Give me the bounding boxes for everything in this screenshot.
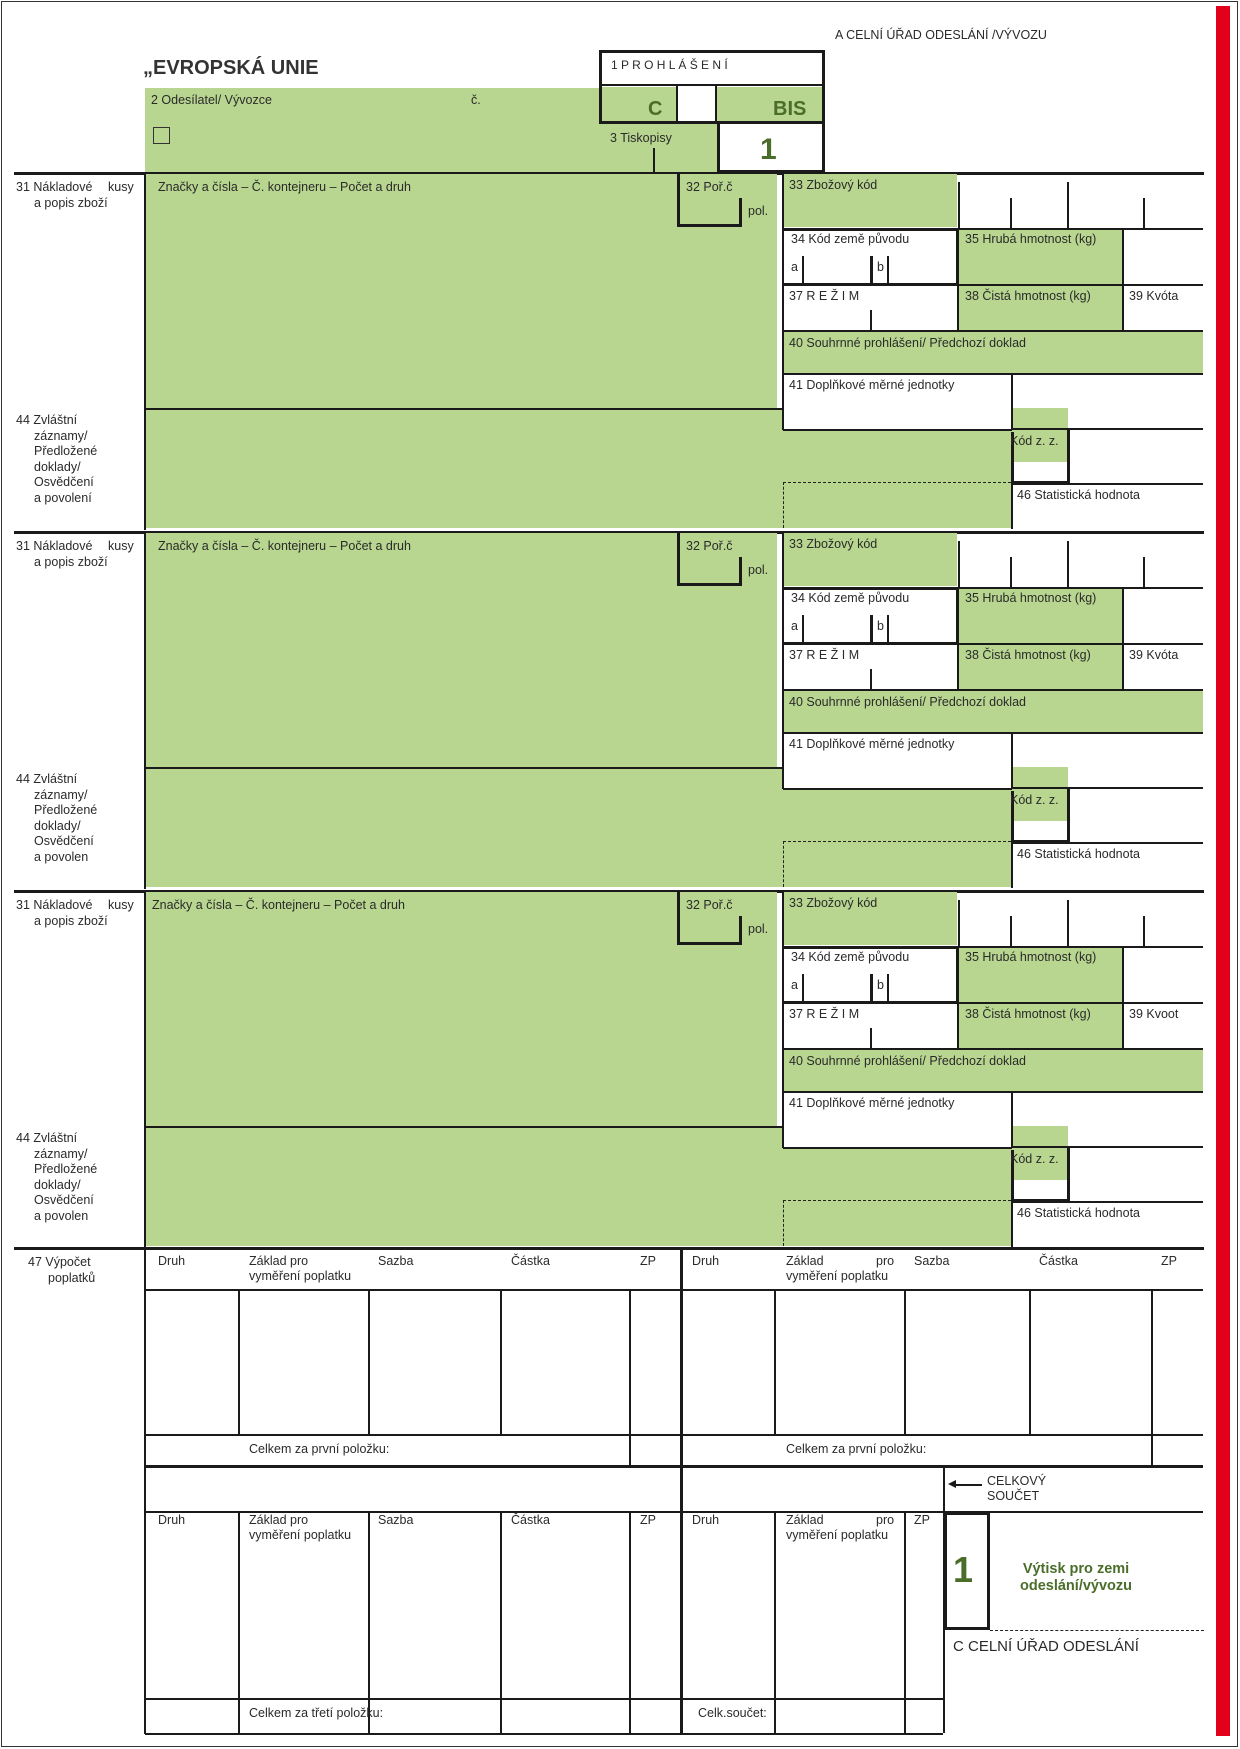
item-1-v41 bbox=[1011, 373, 1013, 429]
copy-dash bbox=[990, 1630, 1204, 1631]
item-3-label-34a: a bbox=[791, 978, 798, 992]
item-1-mid-line bbox=[782, 174, 784, 430]
item-1-h40 bbox=[783, 330, 1203, 332]
item-1-tick33-0 bbox=[958, 182, 960, 228]
item-2-label-44-4: Osvědčení bbox=[34, 834, 94, 848]
fees-upper-right-col-0 bbox=[774, 1289, 776, 1434]
fees-h1 bbox=[145, 1289, 1203, 1291]
item-1-label-31b: kusy bbox=[108, 180, 134, 194]
items-bottom-line bbox=[14, 1247, 1204, 1250]
item-1-marks-label: Značky a čísla – Č. kontejneru – Počet a druh bbox=[158, 180, 411, 194]
fees-lower-left-col-1 bbox=[368, 1511, 370, 1733]
item-2-marks-label: Značky a čísla – Č. kontejneru – Počet a druh bbox=[158, 539, 411, 553]
copy-text: Výtisk pro zemi odeslání/vývozu bbox=[1020, 1561, 1133, 1594]
item-3-dash-v bbox=[783, 1200, 784, 1246]
item-1-label-34: 34 Kód země původu bbox=[791, 232, 910, 246]
item-3-kod-r bbox=[1067, 1147, 1070, 1202]
item-1-label-41: 41 Doplňkové měrné jednotky bbox=[789, 378, 955, 392]
declaration-divider-v2 bbox=[715, 84, 717, 122]
item-2-tick37 bbox=[870, 669, 872, 689]
item-3-label-31c: a popis zboží bbox=[34, 914, 108, 928]
fees-upper-left-col-3 bbox=[629, 1289, 631, 1434]
fees-right-druh-0: Druh bbox=[692, 1254, 720, 1268]
item-1-tick34c bbox=[887, 256, 889, 284]
item-2-label-44-5: a povolen bbox=[34, 849, 89, 864]
fees-right-zaklad-b-1: pro bbox=[876, 1513, 895, 1527]
item-1-label-44-3: doklady/ bbox=[34, 459, 81, 474]
item-1-h41b bbox=[783, 429, 1012, 431]
item-3-v46 bbox=[1011, 1201, 1013, 1247]
item-1-h44 bbox=[144, 408, 783, 410]
item-1-label-31a: 31 Nákladové bbox=[16, 180, 93, 194]
item-3-label-44-0: 44 Zvláštní bbox=[16, 1131, 78, 1145]
fees-total-first-right: Celkem za první položku: bbox=[786, 1442, 927, 1456]
fees-left-zp-1: ZP bbox=[640, 1513, 656, 1527]
item-1-label-32: 32 Poř.č bbox=[686, 180, 733, 194]
declaration-divider bbox=[599, 84, 825, 86]
item-2-marks-field[interactable] bbox=[146, 533, 777, 767]
item-3-v41 bbox=[1011, 1091, 1013, 1147]
item-2-tick33-3 bbox=[1143, 557, 1145, 587]
declaration-c: C bbox=[648, 98, 663, 120]
item-1-b32-r bbox=[739, 198, 742, 227]
fees-right-zp-1: ZP bbox=[914, 1513, 930, 1527]
item-1-label-44-4: Osvědčení bbox=[34, 475, 94, 489]
item-2-b32-l bbox=[677, 533, 680, 586]
item-1-label-39: 39 Kvóta bbox=[1129, 289, 1179, 303]
fees-right-druh-1: Druh bbox=[692, 1513, 720, 1527]
item-2-tick34b bbox=[870, 615, 873, 643]
item-1-tick33-2 bbox=[1067, 182, 1069, 228]
prints-value: 1 bbox=[760, 133, 777, 166]
item-3-label-44-1: záznamy/ bbox=[34, 1146, 88, 1161]
item-3-label-34: 34 Kód země původu bbox=[791, 950, 910, 964]
item-2-label-44-1: záznamy/ bbox=[34, 787, 88, 802]
fees-right-zp-0: ZP bbox=[1161, 1254, 1177, 1268]
fees-right-zaklad-a-1: Základ bbox=[786, 1513, 824, 1527]
item-3-v39 bbox=[1122, 946, 1124, 1049]
item-1-kod-b bbox=[1011, 481, 1070, 484]
item-3-h41 bbox=[783, 1091, 1203, 1093]
item-1-label-37: 37 R E Ž I M bbox=[789, 289, 860, 303]
item-2-label-34b: b bbox=[877, 619, 884, 633]
fees-bottom bbox=[145, 1733, 943, 1735]
declaration-bis: BIS bbox=[773, 98, 807, 120]
fees-center-line bbox=[680, 1249, 683, 1734]
fees-left-druh-1: Druh bbox=[158, 1513, 186, 1527]
item-2-v39 bbox=[1122, 587, 1124, 690]
item-1-tick34b bbox=[870, 256, 873, 284]
fees-upper-left-col-1 bbox=[368, 1289, 370, 1434]
item-3-h41c bbox=[1012, 1146, 1203, 1148]
item-3-tick34a bbox=[802, 974, 804, 1002]
item-3-marks-label: Značky a čísla – Č. kontejneru – Počet a druh bbox=[152, 898, 405, 912]
item-3-label-40: 40 Souhrnné prohlášení/ Předchozí doklad bbox=[789, 1054, 1026, 1068]
item-1-label-44-5: a povolení bbox=[34, 490, 92, 505]
item-2-kod-r bbox=[1067, 788, 1070, 843]
item-1-label-35: 35 Hrubá hmotnost (kg) bbox=[965, 232, 1097, 246]
item-3-label-39: 39 Kvoot bbox=[1129, 1007, 1179, 1021]
fees-lower-right-col-1 bbox=[904, 1511, 906, 1733]
item-2-label-37: 37 R E Ž I M bbox=[789, 648, 860, 662]
fees-left-sazba-1: Sazba bbox=[378, 1513, 414, 1527]
item-1-label-pol: pol. bbox=[748, 204, 769, 218]
item-3-tick33-2 bbox=[1067, 900, 1069, 946]
item-2-h41b bbox=[783, 788, 1012, 790]
item-2-h33 bbox=[957, 587, 1203, 589]
item-2-v41 bbox=[1011, 732, 1013, 788]
item-3-label-31a: 31 Nákladové bbox=[16, 898, 93, 912]
fees-left-zaklad-0: Základ pro vyměření poplatku bbox=[249, 1254, 352, 1283]
item-2-label-pol: pol. bbox=[748, 563, 769, 577]
item-3-label-46: 46 Statistická hodnota bbox=[1017, 1206, 1140, 1220]
item-2-label-46: 46 Statistická hodnota bbox=[1017, 847, 1140, 861]
item-2-label-35: 35 Hrubá hmotnost (kg) bbox=[965, 591, 1097, 605]
fees-upper-right-zp bbox=[1151, 1289, 1153, 1465]
item-2-label-44-0: 44 Zvláštní bbox=[16, 772, 78, 786]
fees-grand-total-short: Celk.součet: bbox=[698, 1706, 767, 1720]
item-1-label-44-0: 44 Zvláštní bbox=[16, 413, 78, 427]
item-2-h41 bbox=[783, 732, 1203, 734]
fees-h3 bbox=[145, 1465, 1203, 1468]
item-2-label-34a: a bbox=[791, 619, 798, 633]
item-1-tick33-3 bbox=[1143, 198, 1145, 228]
fees-upper-right-col-2 bbox=[1029, 1289, 1031, 1434]
item-3-tick34b bbox=[870, 974, 873, 1002]
fees-label-47a: 47 Výpočet bbox=[28, 1255, 91, 1269]
fees-right-castka-0: Částka bbox=[1039, 1254, 1078, 1268]
box-a-label: A CELNÍ ÚŘAD ODESLÁNÍ /VÝVOZU bbox=[835, 28, 1047, 42]
red-margin-stripe bbox=[1216, 6, 1230, 1736]
item-1-tick37 bbox=[870, 310, 872, 330]
fees-right-sazba-0: Sazba bbox=[914, 1254, 950, 1268]
fees-lower-right-col-0 bbox=[774, 1511, 776, 1733]
fees-left-castka-1: Částka bbox=[511, 1513, 550, 1527]
item-1-label-kod: Kód z. z. bbox=[1010, 434, 1059, 448]
item-2-tick33-0 bbox=[958, 541, 960, 587]
item-3-tick33-3 bbox=[1143, 916, 1145, 946]
item-2-kod-b bbox=[1011, 840, 1070, 843]
item-2-h38 bbox=[1122, 643, 1203, 645]
item-1-kod-r bbox=[1067, 429, 1070, 484]
item-3-h33 bbox=[957, 946, 1203, 948]
item-3-h38 bbox=[1122, 1002, 1203, 1004]
item-3-label-44-4: Osvědčení bbox=[34, 1193, 94, 1207]
fees-grand-total: CELKOVÝ SOUČET bbox=[987, 1474, 1047, 1503]
fees-label-47b: poplatků bbox=[48, 1271, 96, 1285]
item-3-marks-field[interactable] bbox=[146, 892, 777, 1126]
item-2-label-31b: kusy bbox=[108, 539, 134, 553]
item-2-label-44-3: doklady/ bbox=[34, 818, 81, 833]
fees-lower-left-col-2 bbox=[500, 1511, 502, 1733]
item-3-label-44-2: Předložené bbox=[34, 1162, 98, 1176]
fees-total-third: Celkem za třetí položku: bbox=[249, 1706, 384, 1720]
item-3-dash-h bbox=[783, 1200, 1011, 1201]
item-1-label-34a: a bbox=[791, 260, 798, 274]
item-1-tick33-1 bbox=[1010, 198, 1012, 228]
item-2-label-32: 32 Poř.č bbox=[686, 539, 733, 553]
item-2-mid-line bbox=[782, 533, 784, 789]
item-1-label-34b: b bbox=[877, 260, 884, 274]
fees-left-druh-0: Druh bbox=[158, 1254, 186, 1268]
fees-right-zaklad-c-0: vyměření poplatku bbox=[786, 1269, 889, 1283]
grand-total-arrow-line bbox=[952, 1484, 982, 1486]
item-1-h41 bbox=[783, 373, 1203, 375]
item-3-label-32: 32 Poř.č bbox=[686, 898, 733, 912]
prints-label: 3 Tiskopisy bbox=[610, 131, 672, 145]
item-3-label-38: 38 Čistá hmotnost (kg) bbox=[965, 1007, 1091, 1021]
item-2-v46 bbox=[1011, 842, 1013, 888]
item-2-h44 bbox=[144, 767, 783, 769]
fees-h2 bbox=[145, 1434, 1203, 1436]
union-title: „EVROPSKÁ UNIE bbox=[143, 57, 319, 79]
item-2-dash-v bbox=[783, 841, 784, 887]
item-3-label-41: 41 Doplňkové měrné jednotky bbox=[789, 1096, 955, 1110]
fees-upper-left-col-2 bbox=[500, 1289, 502, 1434]
grand-total-arrow-icon bbox=[948, 1480, 956, 1488]
item-1-tick34a bbox=[802, 256, 804, 284]
box-c-label: C CELNÍ ÚŘAD ODESLÁNÍ bbox=[953, 1638, 1139, 1655]
item-2-label-41: 41 Doplňkové měrné jednotky bbox=[789, 737, 955, 751]
fees-total-first-left: Celkem za první položku: bbox=[249, 1442, 390, 1456]
item-1-label-31c: a popis zboží bbox=[34, 196, 108, 210]
fees-left-zp-0: ZP bbox=[640, 1254, 656, 1268]
item-1-v39 bbox=[1122, 228, 1124, 331]
fees-h5 bbox=[145, 1698, 943, 1700]
sender-checkbox[interactable] bbox=[153, 127, 170, 144]
item-1-left-line bbox=[144, 172, 146, 530]
item-1-white-41b bbox=[1012, 374, 1203, 408]
fees-lower-left-col-0 bbox=[238, 1511, 240, 1733]
item-2-label-40: 40 Souhrnné prohlášení/ Předchozí doklad bbox=[789, 695, 1026, 709]
item-1-label-46: 46 Statistická hodnota bbox=[1017, 488, 1140, 502]
item-3-kod-b bbox=[1011, 1199, 1070, 1202]
item-3-label-pol: pol. bbox=[748, 922, 769, 936]
item-3-b32-r bbox=[739, 916, 742, 945]
item-2-label-39: 39 Kvóta bbox=[1129, 648, 1179, 662]
item-3-mid-line bbox=[782, 892, 784, 1148]
item-2-h41c bbox=[1012, 787, 1203, 789]
item-3-label-35: 35 Hrubá hmotnost (kg) bbox=[965, 950, 1097, 964]
item-3-label-31b: kusy bbox=[108, 898, 134, 912]
item-1-label-38: 38 Čistá hmotnost (kg) bbox=[965, 289, 1091, 303]
item-3-b32-l bbox=[677, 892, 680, 945]
item-3-tick37 bbox=[870, 1028, 872, 1048]
item-3-label-34b: b bbox=[877, 978, 884, 992]
item-2-left-line bbox=[144, 531, 146, 889]
item-1-marks-field[interactable] bbox=[146, 174, 777, 408]
copy-number: 1 bbox=[953, 1549, 974, 1590]
item-2-b32-r bbox=[739, 557, 742, 586]
fees-left-sazba-0: Sazba bbox=[378, 1254, 414, 1268]
item-1-dash-h bbox=[783, 482, 1011, 483]
item-2-tick33-2 bbox=[1067, 541, 1069, 587]
item-3-h41b bbox=[783, 1147, 1012, 1149]
item-1-label-40: 40 Souhrnné prohlášení/ Předchozí doklad bbox=[789, 336, 1026, 350]
item-3-left-line bbox=[144, 890, 146, 1248]
item-3-label-kod: Kód z. z. bbox=[1010, 1152, 1059, 1166]
item-3-b32-b bbox=[677, 942, 742, 945]
fees-left-line bbox=[144, 1249, 146, 1734]
item-2-label-31a: 31 Nákladové bbox=[16, 539, 93, 553]
item-3-h40 bbox=[783, 1048, 1203, 1050]
fees-right-zaklad-a-0: Základ bbox=[786, 1254, 824, 1268]
item-2-label-33: 33 Zbožový kód bbox=[789, 537, 878, 551]
fees-upper-left-col-0 bbox=[238, 1289, 240, 1434]
item-1-h41c bbox=[1012, 428, 1203, 430]
item-2-dash-h bbox=[783, 841, 1011, 842]
item-2-label-31c: a popis zboží bbox=[34, 555, 108, 569]
item-1-dash-v bbox=[783, 482, 784, 528]
item-1-label-33: 33 Zbožový kód bbox=[789, 178, 878, 192]
item-2-b32-b bbox=[677, 583, 742, 586]
item-2-tick33-1 bbox=[1010, 557, 1012, 587]
prints-tick bbox=[653, 148, 655, 173]
item-2-label-34: 34 Kód země původu bbox=[791, 591, 910, 605]
declaration-divider-v1 bbox=[676, 84, 678, 122]
fees-upper-right-col-1 bbox=[904, 1289, 906, 1434]
item-1-label-44-1: záznamy/ bbox=[34, 428, 88, 443]
fees-lower-left-col-3 bbox=[629, 1511, 631, 1733]
fees-right-zaklad-b-0: pro bbox=[876, 1254, 895, 1268]
item-3-tick33-1 bbox=[1010, 916, 1012, 946]
item-3-label-44-5: a povolen bbox=[34, 1208, 89, 1223]
fees-total-left-zp bbox=[629, 1434, 631, 1465]
item-2-h40 bbox=[783, 689, 1203, 691]
item-2-label-44-2: Předložené bbox=[34, 803, 98, 817]
item-3-label-44-3: doklady/ bbox=[34, 1177, 81, 1192]
item-2-white-41b bbox=[1012, 733, 1203, 767]
item-3-tick34c bbox=[887, 974, 889, 1002]
item-1-b32-l bbox=[677, 174, 680, 227]
fees-left-zaklad-1: Základ pro vyměření poplatku bbox=[249, 1513, 352, 1542]
item-3-white-41b bbox=[1012, 1092, 1203, 1126]
sender-number-label: č. bbox=[471, 93, 481, 107]
item-1-b32-b bbox=[677, 224, 742, 227]
sender-label: 2 Odesílatel/ Vývozce bbox=[151, 93, 272, 107]
item-1-h33 bbox=[957, 228, 1203, 230]
item-2-tick34a bbox=[802, 615, 804, 643]
item-3-tick33-0 bbox=[958, 900, 960, 946]
item-3-label-33: 33 Zbožový kód bbox=[789, 896, 878, 910]
item-2-label-kod: Kód z. z. bbox=[1010, 793, 1059, 807]
item-1-label-44-2: Předložené bbox=[34, 444, 98, 458]
item-3-label-37: 37 R E Ž I M bbox=[789, 1007, 860, 1021]
fees-left-castka-0: Částka bbox=[511, 1254, 550, 1268]
item-2-tick34c bbox=[887, 615, 889, 643]
item-1-h38 bbox=[1122, 284, 1203, 286]
fees-right-zaklad-c-1: vyměření poplatku bbox=[786, 1528, 889, 1542]
item-1-v46 bbox=[1011, 483, 1013, 529]
item-3-h44 bbox=[144, 1126, 783, 1128]
declaration-label: 1 P R O H L Á Š E N Í bbox=[611, 58, 728, 72]
item-2-label-38: 38 Čistá hmotnost (kg) bbox=[965, 648, 1091, 662]
